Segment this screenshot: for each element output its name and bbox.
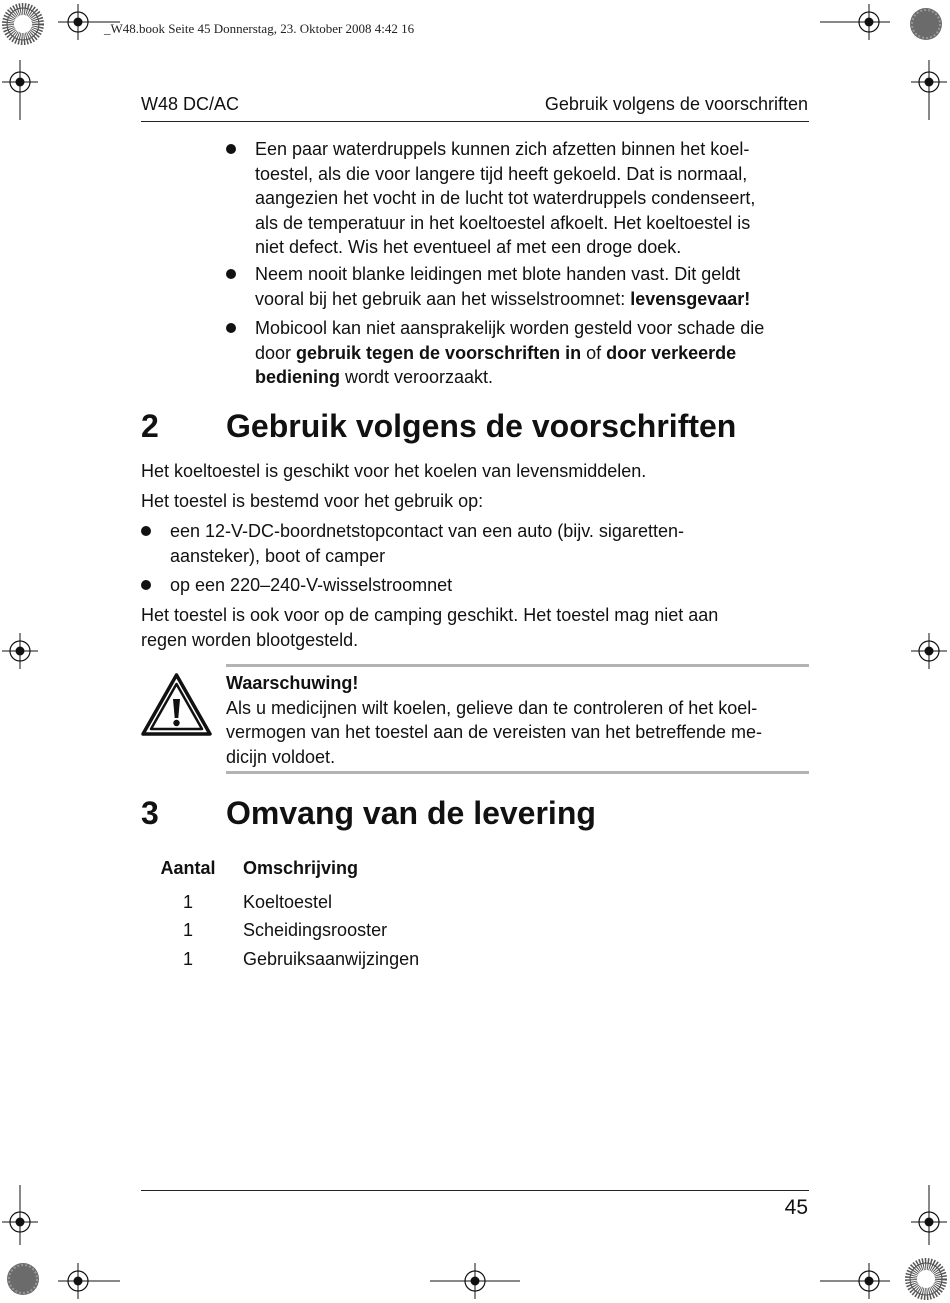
text-line: aangezien het vocht in de lucht tot waterdruppels condenseert, (255, 188, 756, 208)
text-line (255, 365, 816, 390)
text-run: door (255, 342, 297, 363)
bullet-icon (226, 144, 236, 154)
description-cell: Scheidingsrooster (243, 920, 388, 941)
section-number: 3 (141, 795, 159, 831)
header-section: Gebruik volgens de voorschriften (544, 94, 808, 114)
header-product: W48 DC/AC (141, 94, 240, 114)
text-line: vermogen van het toestel aan de vereisten van het betreffende me- (226, 722, 763, 742)
text-line: aansteker), boot of camper (170, 545, 386, 566)
quantity-cell: 1 (182, 948, 193, 969)
table-row (148, 945, 419, 974)
table-header-row (148, 856, 419, 888)
footer-rule (141, 1190, 809, 1191)
column-header-description: Omschrijving (243, 857, 359, 878)
bullet-icon (141, 580, 151, 590)
paragraph (141, 603, 821, 652)
description-cell: Gebruiksaanwijzingen (243, 948, 420, 969)
usage-bullet-1 (141, 519, 811, 568)
bullet-icon (141, 526, 151, 536)
section-title: Omvang van de levering (226, 795, 596, 831)
text-line: Een paar waterdruppels kunnen zich afzetten binnen het koel- (255, 139, 750, 159)
danger-emphasis: levensgevaar! (630, 288, 751, 309)
quantity-cell: 1 (182, 891, 193, 912)
text-line: Als u medicijnen wilt koelen, gelieve dan te controleren of het koel- (226, 697, 758, 718)
section-number: 2 (141, 408, 159, 444)
bold-run: gebruik tegen de voorschriften in (296, 342, 582, 363)
page-number: 45 (784, 1196, 808, 1219)
paragraph: Het toestel is bestemd voor het gebruik op: (141, 491, 484, 511)
section-title: Gebruik volgens de voorschriften (226, 408, 737, 444)
text-line: Neem nooit blanke leidingen met blote handen vast. Dit geldt (255, 264, 741, 284)
text-line: een 12-V-DC-boordnetstopcontact van een auto (bijv. sigaretten- (170, 521, 684, 541)
text-line: toestel, als die voor langere tijd heeft gekoeld. Dat is normaal, (255, 163, 748, 184)
warning-text (226, 671, 816, 769)
text-line: Het toestel is ook voor op de camping geschikt. Het toestel mag niet aan (141, 605, 719, 625)
warning-top-rule (226, 664, 809, 667)
usage-bullet-2 (141, 573, 811, 598)
warning-title: Waarschuwing! (226, 673, 359, 693)
bold-run: bediening (255, 367, 340, 387)
text-line: Mobicool kan niet aansprakelijk worden gesteld voor schade die (255, 318, 765, 338)
delivery-table (148, 856, 419, 974)
intro-bullet-3 (226, 316, 816, 390)
intro-bullet-2 (226, 262, 816, 311)
paragraph: Het koeltoestel is geschikt voor het koelen van levensmiddelen. (141, 461, 647, 481)
text-line: dicijn voldoet. (226, 746, 336, 767)
bullet-icon (226, 269, 236, 279)
text-run: vooral bij het gebruik aan het wisselstroomnet: (255, 288, 631, 309)
table-row (148, 917, 419, 946)
bullet-icon (226, 323, 236, 333)
description-cell: Koeltoestel (243, 891, 333, 912)
text-run: of (581, 342, 607, 363)
text-line (255, 341, 816, 366)
intro-bullet-1 (226, 137, 816, 260)
text-line: als de temperatuur in het koeltoestel afkoelt. Het koeltoestel is (255, 212, 751, 233)
warning-triangle-icon (141, 673, 212, 736)
text-run: wordt veroorzaakt. (340, 367, 494, 387)
table-row (148, 888, 419, 917)
quantity-cell: 1 (182, 920, 193, 941)
warning-bottom-rule (226, 771, 809, 774)
print-slug: _W48.book Seite 45 Donnerstag, 23. Oktober 2008 4:42 16 (104, 21, 415, 36)
text-line: op een 220–240-V-wisselstroomnet (170, 575, 453, 595)
bold-run: door verkeerde (606, 342, 737, 363)
text-line: niet defect. Wis het eventueel af met een droge doek. (255, 237, 682, 257)
text-line: regen worden blootgesteld. (141, 629, 359, 650)
column-header-quantity: Aantal (160, 857, 216, 878)
text-line (255, 287, 816, 312)
header-rule (141, 121, 809, 122)
